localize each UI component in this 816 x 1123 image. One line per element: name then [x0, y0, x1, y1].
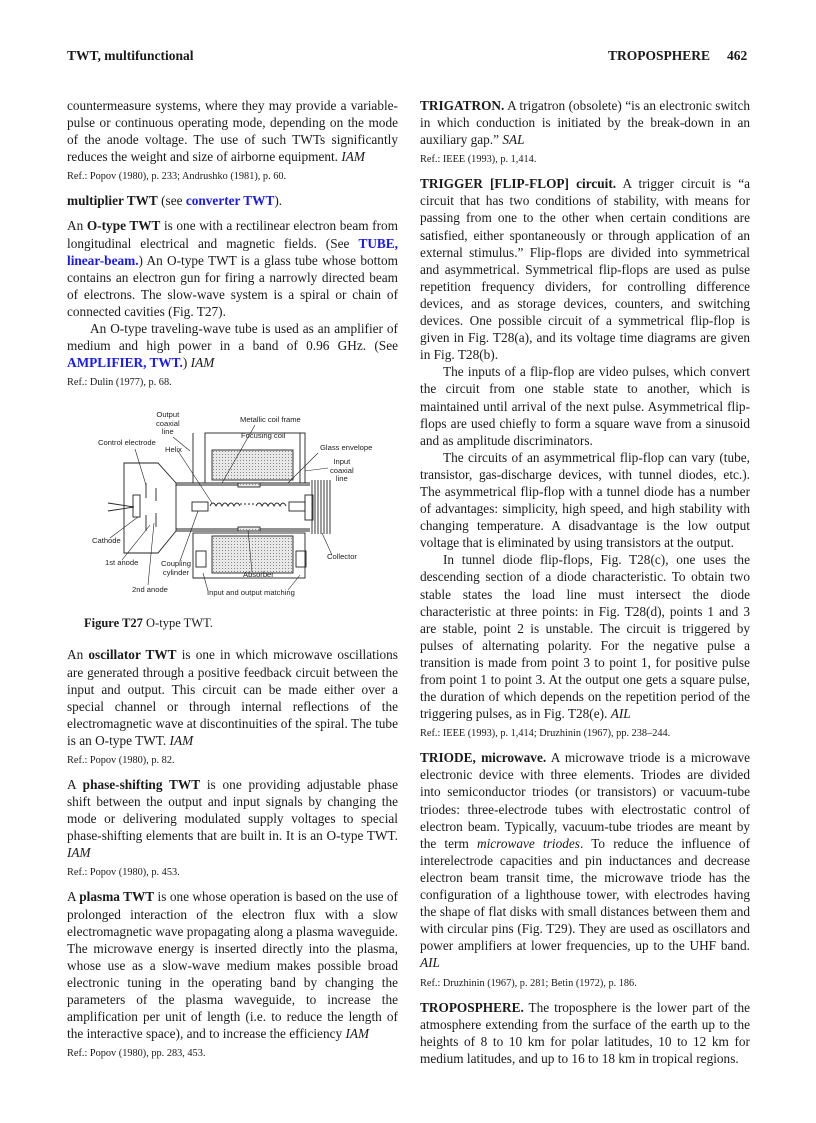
label-focusing-coil: Focusing coil [241, 431, 286, 441]
cross-reference-link[interactable]: AMPLIFIER, TWT. [67, 355, 183, 371]
entry-paragraph [420, 363, 750, 448]
italic-text: IAM [341, 149, 365, 165]
italic-text: IAM [190, 355, 215, 371]
collector-coils [312, 480, 330, 534]
entry-paragraph [67, 217, 398, 320]
upper-focusing-coil [212, 450, 293, 480]
italic-text: SAL [502, 132, 525, 148]
text-run: A microwave triode is a microwave electronic device with three elements. Triodes are divided into semiconductor triodes (or transistors) or vacuum-tube triodes: three-electrode tubes with electrostatic control of electron beam. Typically, vacuum-tube triodes are meant by the term [420, 750, 750, 851]
text-run: Ref.: Dulin (1977), p. 68. [67, 377, 172, 389]
term-heading: TROPOSPHERE. [420, 999, 524, 1015]
entry-paragraph [67, 888, 398, 1042]
twt-diagram [60, 403, 390, 613]
label-second-anode: 2nd anode [132, 585, 168, 595]
italic-text: AIL [610, 706, 631, 722]
label-first-anode: 1st anode [105, 558, 139, 568]
text-run: A [67, 889, 80, 905]
entry-paragraph [67, 192, 398, 209]
entry-paragraph [67, 646, 398, 749]
cross-reference-link[interactable]: TUBE, linear-beam. [67, 235, 398, 268]
cross-reference-link[interactable]: converter TWT [185, 193, 275, 209]
text-run: Ref.: Popov (1980), p. 453. [67, 867, 180, 879]
reference-citation [420, 153, 750, 166]
label-metallic-coil-frame: Metallic coil frame [240, 415, 301, 425]
entry-paragraph [67, 776, 398, 861]
entry-paragraph [420, 551, 750, 722]
text-run: Ref.: IEEE (1993), p. 1,414. [420, 154, 537, 166]
term-heading: TRIODE, microwave. [420, 750, 547, 766]
text-run: Ref.: Popov (1980), p. 233; Andrushko (1981), p. 60. [67, 171, 287, 183]
reference-citation [67, 1047, 398, 1060]
coupling-cylinder [192, 502, 208, 511]
label-glass-envelope: Glass envelope [320, 443, 373, 453]
term-heading: oscillator TWT [88, 647, 177, 663]
term-heading: O-type TWT [86, 218, 161, 234]
label-collector: Collector [327, 552, 357, 562]
figure-number: Figure T27 [84, 616, 143, 631]
label-input-output-matching: Input and output matching [207, 588, 295, 598]
text-run: is one whose operation is based on the use of prolonged interaction of the electron flux with a slow electromagnetic wave propagating along a plasma waveguide. The microwave energy is inserted directly into the plasma, whose use as a slow-wave medium makes possible broad electronic tuning in the operating band by changing the parameters of the plasma waveguide, to increase the amplification per unit of length (i.e. to reduce the length of the interactive space), and to increase the efficiency [67, 889, 398, 1042]
running-head-left: TWT, multifunctional [67, 48, 194, 63]
label-control-electrode: Control electrode [98, 438, 156, 448]
reference-citation [67, 170, 398, 183]
reference-citation [67, 754, 398, 767]
entry-paragraph [420, 97, 750, 148]
text-run: The circuits of an asymmetrical flip-flop can vary (tube, transistor, gas-discharge devices, with tunnel diodes, etc.). The asymmetrical flip-flop with a tunnel diode has a number of advantages: simplicity, high speed, and high stability with changing temperature. A disadvantage is the low output voltage that is eliminated by using transistors at the output. [420, 449, 750, 551]
term-heading: multiplier TWT [67, 193, 158, 209]
text-run: Ref.: Popov (1980), pp. 283, 453. [67, 1048, 206, 1060]
text-run: A [67, 776, 83, 792]
text-run: ) [182, 355, 191, 371]
text-run: Ref.: Druzhinin (1967), p. 281; Betin (1972), p. 186. [420, 977, 637, 989]
term-heading: phase-shifting TWT [82, 776, 201, 792]
italic-text: AIL [420, 955, 440, 971]
text-run: A trigatron (obsolete) “is an electronic switch in which conduction is initiated by the break-down in an auxiliary gap.” [420, 98, 750, 148]
helix [210, 503, 286, 506]
figure-caption-text: O-type TWT. [142, 616, 213, 631]
italic-text: IAM [169, 732, 194, 748]
right-column [420, 97, 750, 1067]
text-run: The troposphere is the lower part of the atmosphere extending from the surface of the earth up to the heights of 8 to 10 km for polar latitudes, 10 to 12 km for medium latitudes, and up to 16 to 18 km in tropical regions. [420, 999, 750, 1066]
label-cathode: Cathode [92, 536, 121, 546]
text-run: An [67, 218, 87, 234]
label-output-coaxial-line: Output coaxial line [156, 410, 180, 437]
text-run: is one in which microwave oscillations are generated through a positive feedback circuit between the input and output. This circuit can be made either over a special channel or through internal reflections of the electromagnetic wave at discontinuities of the spiral. The tube is an O-type TWT. [67, 647, 398, 748]
label-absorber: Absorber [243, 570, 274, 580]
text-run: . To reduce the influence of interelectrode capacities and pin inductances and decrease electron beam transit time, the microwave triode has the configuration of a lighthouse tower, with electrodes having the shape of flat disks with small distances between them and with circular pins (Fig. T29). They are used as oscillators and power amplifiers at lower frequencies, up to the UHF band. [420, 835, 750, 954]
term-heading: TRIGATRON. [420, 98, 505, 113]
text-run: Ref.: Popov (1980), p. 82. [67, 754, 175, 766]
entry-paragraph [67, 97, 398, 165]
text-run: An [67, 647, 89, 663]
reference-citation [420, 727, 750, 740]
entry-paragraph [420, 449, 750, 552]
entry-paragraph [420, 999, 750, 1067]
reference-citation [67, 376, 398, 389]
text-run: A trigger circuit is “a circuit that has two conditions of stability, with means for passing from one to the other when certain conditions are satisfied, either spontaneously or through application of an external stimulus.” Flip-flops are divided into symmetrical and asymmetrical. Symmetrical flip-flops are used as pulse repetition frequency dividers, for controlling difference devices, and as storage devices, counters, and switching devices. One possible circuit of a symmetrical flip-flop is given in Fig. T28(a), and its voltage time diagrams are given in Fig. T28(b). [420, 176, 750, 363]
electron-gun-housing [124, 463, 176, 553]
text-run: In tunnel diode flip-flops, Fig. T28(c), one uses the descending section of a diode characteristic. To obtain two stable states the load line must intersect the diode characteristic at three points: in Fig. T28(d), points 1 and 3 are stable, point 2 is unstable. The circuit is triggered by pulses of alternating polarity. For the negative pulse a transition is made from point 3 to point 1, for positive pulse from point 1 to point 3. At the output one gets a square pulse, the duration of which depends on the repetition period of the triggering pulses, as in Fig. T28(e). [420, 552, 750, 722]
italic-text: IAM [67, 845, 91, 861]
text-run: An O-type traveling-wave tube is used as an amplifier of medium and high power in a band of 0.96 GHz. (See [67, 321, 398, 354]
figure-t27-diagram [60, 403, 390, 623]
entry-paragraph [67, 320, 398, 371]
text-run: is one providing adjustable phase shift between the output and input signals by changing the mode or delivering modulated supply voltages to special phase-shifting elements that are built in. It is an O-type TWT. [67, 776, 398, 844]
text-run: The inputs of a flip-flop are video pulses, which convert the circuit from one stable state to another, which is maintained until arrival of the next pulse. Asymmetrical flip-flops are used chiefly to form a square wave from a sinusoid and as amplitude discriminators. [420, 364, 750, 448]
text-run: ) An O-type TWT is a glass tube whose bottom contains an electron gun for firing a narrowly directed beam of electrons. The slow-wave system is a spiral or chain of connected cavities (Fig. T27). [67, 252, 398, 319]
reference-citation [420, 977, 750, 990]
running-head-section: TROPOSPHERE [608, 48, 711, 63]
italic-text: IAM [345, 1026, 370, 1042]
entry-paragraph [420, 175, 750, 363]
term-heading: plasma TWT [79, 889, 155, 905]
reference-citation [67, 866, 398, 879]
page-number: 462 [727, 48, 748, 63]
text-run: ). [274, 193, 283, 209]
text-run: countermeasure systems, where they may provide a variable-pulse or continuous operating mode, depending on the mode of the anode voltage. The use of such TWTs significantly reduces the weight and size of airborne equipment. [67, 98, 398, 165]
entry-paragraph [420, 749, 750, 971]
label-coupling-cylinder: Coupling cylinder [161, 559, 191, 577]
label-input-coaxial-line: Input coaxial line [330, 457, 354, 484]
label-helix: Helix [165, 445, 182, 455]
lower-focusing-coil [212, 536, 293, 573]
term-heading: TRIGGER [FLIP-FLOP] circuit. [420, 176, 617, 192]
left-column [67, 97, 398, 1069]
text-run: Ref.: IEEE (1993), p. 1,414; Druzhinin (1967), pp. 238–244. [420, 728, 671, 740]
text-run: is one with a rectilinear electron beam from longitudinal electrical and magnetic fields. (See [67, 218, 399, 251]
text-run: (see [157, 193, 186, 209]
italic-text: microwave triodes [476, 835, 580, 851]
